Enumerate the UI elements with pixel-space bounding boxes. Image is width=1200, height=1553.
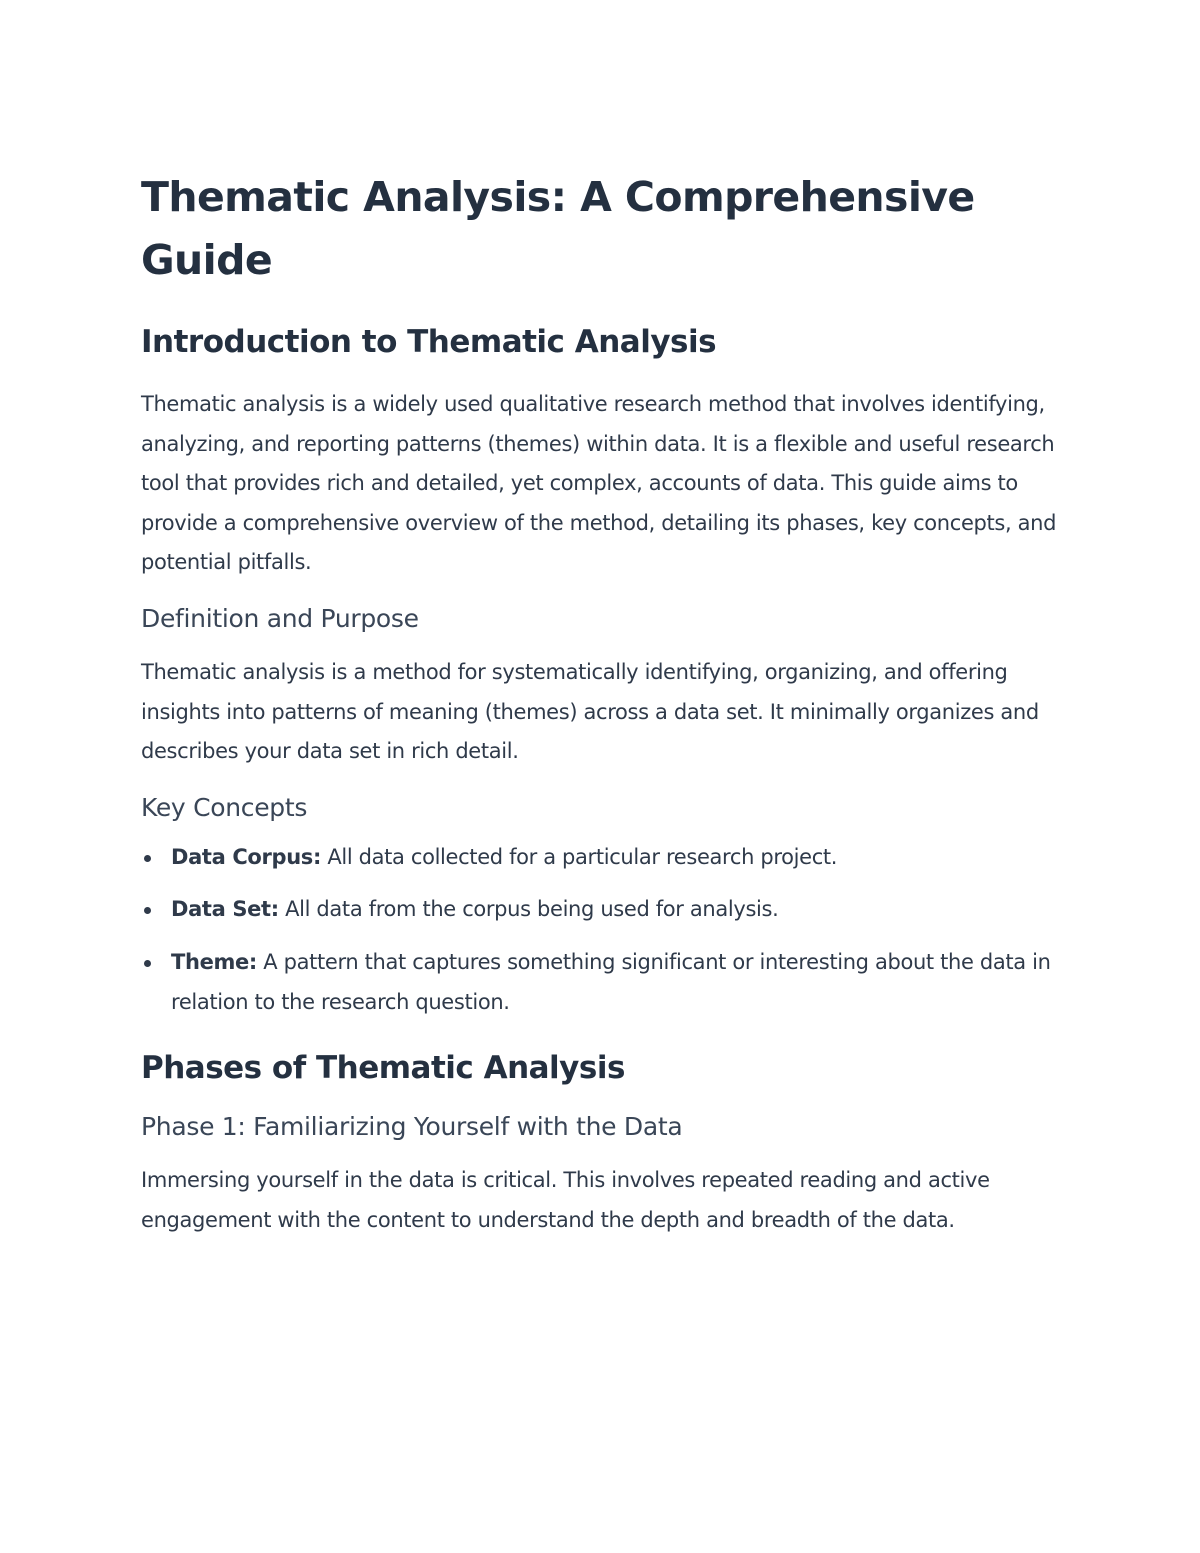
document-page	[141, 166, 1061, 1240]
list-item	[141, 890, 1061, 930]
heading-definition: Definition and Purpose	[141, 603, 419, 633]
definition-paragraph: Thematic analysis is a method for systematically identifying, organizing, and offering insights into patterns of meaning (themes) across a data set. It minimally organizes and describes your data set in rich detail.	[141, 659, 1039, 764]
phase-1-paragraph: Immersing yourself in the data is critical. This involves repeated reading and active engagement with the content to understand the depth and breadth of the data.	[141, 1168, 990, 1232]
heading-introduction: Introduction to Thematic Analysis	[141, 324, 717, 360]
concept-text: All data collected for a particular research project.	[321, 844, 838, 869]
list-item	[141, 838, 1061, 878]
concept-separator: :	[248, 949, 257, 974]
key-concepts-list	[141, 838, 1061, 1022]
concept-text: All data from the corpus being used for analysis.	[278, 897, 779, 922]
concept-text: A pattern that captures something significant or interesting about the data in relation to the research question.	[171, 949, 1051, 1014]
heading-phase-1: Phase 1: Familiarizing Yourself with the Data	[141, 1112, 683, 1142]
concept-term: Data Corpus	[171, 844, 313, 869]
list-item	[141, 943, 1061, 1022]
heading-phases: Phases of Thematic Analysis	[141, 1050, 625, 1087]
concept-term: Theme	[171, 949, 249, 974]
concept-separator: :	[270, 897, 279, 922]
heading-key-concepts: Key Concepts	[141, 792, 308, 822]
bullet-icon	[144, 855, 151, 862]
bullet-icon	[144, 907, 151, 914]
document-title: Thematic Analysis: A Comprehensive Guide	[141, 173, 975, 284]
bullet-icon	[144, 960, 151, 967]
intro-paragraph: Thematic analysis is a widely used qualitative research method that involves identifying, analyzing, and reporting patterns (themes) within data. It is a flexible and useful research tool that provides rich and detailed, yet complex, accounts of data. This guide aims to provide a comprehensive overview of the method, detailing its phases, key concepts, and potential pitfalls.	[141, 392, 1057, 575]
concept-term: Data Set	[171, 897, 271, 922]
concept-separator: :	[312, 844, 322, 869]
